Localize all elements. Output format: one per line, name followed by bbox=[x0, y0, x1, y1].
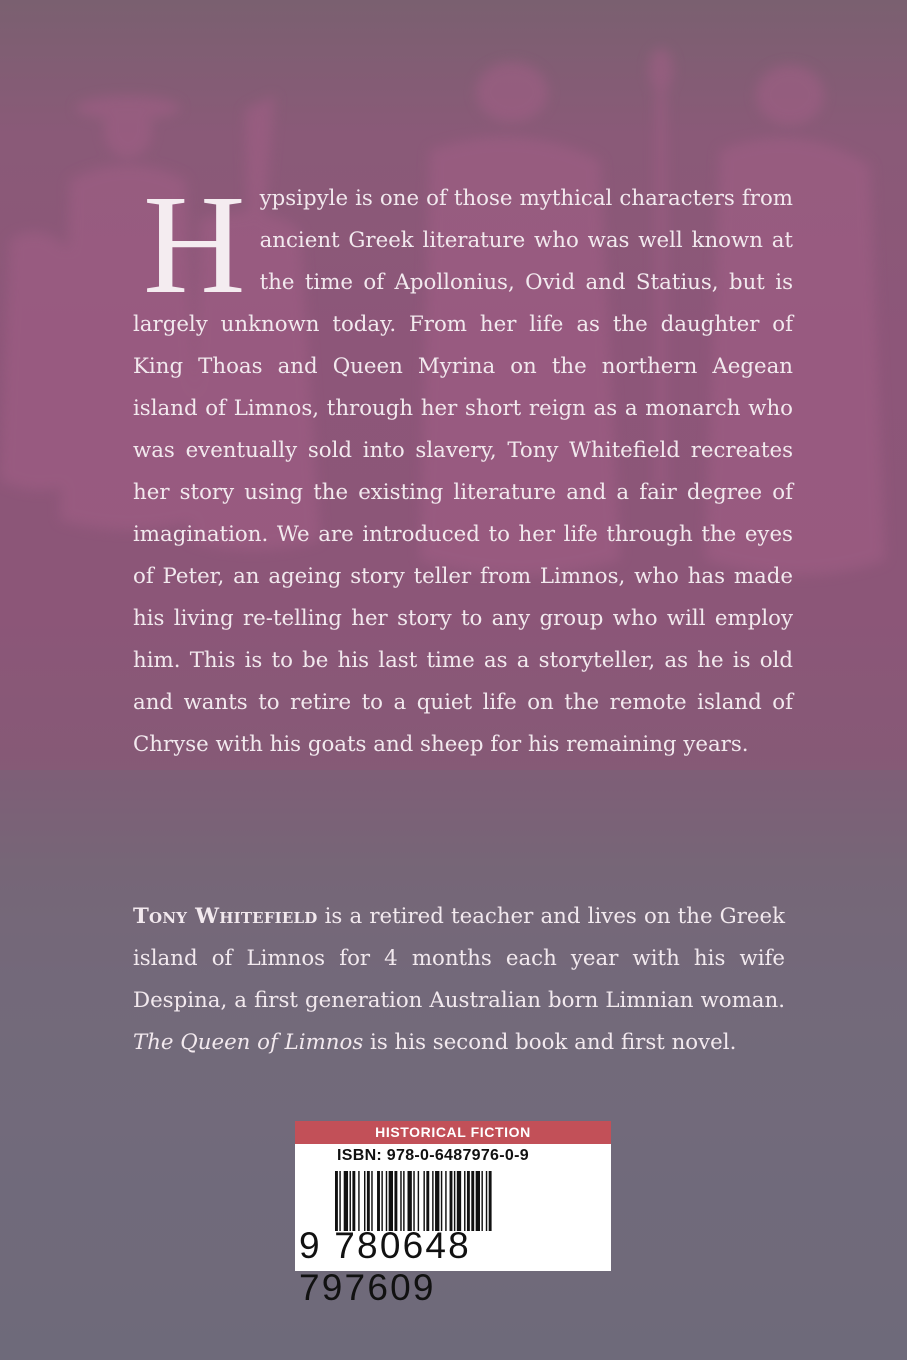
barcode-bar bbox=[413, 1171, 414, 1231]
barcode-bar bbox=[339, 1171, 340, 1231]
barcode-bar bbox=[423, 1171, 424, 1231]
barcode-bar bbox=[358, 1171, 359, 1231]
barcode-bar bbox=[371, 1171, 372, 1231]
barcode-bar bbox=[403, 1171, 404, 1231]
bio-text-1: is a retired teacher and lives on the Greek island of Limnos for 4 months each year with his wife Despina, a first generation Australian born Limnian woman. bbox=[133, 904, 785, 1013]
author-bio bbox=[133, 896, 785, 1064]
barcode-bar bbox=[418, 1171, 419, 1231]
barcode-bar bbox=[408, 1171, 412, 1231]
barcode-number: 9 780648 797609 bbox=[299, 1225, 471, 1308]
barcode-bar bbox=[486, 1171, 487, 1231]
barcode-bar bbox=[400, 1171, 401, 1231]
barcode-bar bbox=[344, 1171, 348, 1231]
barcode-bar bbox=[335, 1171, 338, 1231]
barcode-bar bbox=[377, 1171, 380, 1231]
barcode-bar bbox=[464, 1171, 465, 1231]
barcode-bar bbox=[394, 1171, 397, 1231]
barcode-bar bbox=[381, 1171, 382, 1231]
barcode-bar bbox=[426, 1171, 429, 1231]
barcode-bar bbox=[476, 1171, 480, 1231]
barcode-bars bbox=[335, 1171, 575, 1231]
author-name: Tony Whitefield bbox=[133, 904, 318, 929]
drop-cap: H bbox=[143, 165, 246, 323]
barcode-bar bbox=[389, 1171, 393, 1231]
barcode-panel bbox=[295, 1121, 611, 1308]
back-cover-blurb bbox=[133, 165, 793, 766]
barcode-bar bbox=[454, 1171, 455, 1231]
isbn-text: ISBN: 978-0-6487976-0-9 bbox=[337, 1147, 529, 1164]
barcode-bar bbox=[352, 1171, 355, 1231]
barcode-bar bbox=[441, 1171, 442, 1231]
barcode-bar bbox=[350, 1171, 351, 1231]
blurb-text: ypsipyle is one of those mythical characters from ancient Greek literature who was well known at the time of Apollonius, Ovid and Statius, but is largely unknown today. From her life as the daughter of King Thoas and Queen Myrina on the northern Aegean island of Limnos, through her short reign as a monarch who was eventually sold into slavery, Tony Whitefield recreates her story using the existing literature and a fair degree of imagination. We are introduced to her life through the eyes of Peter, an ageing story teller from Limnos, who has made his living re-telling her story to any group who will employ him. This is to be his last time as a storyteller, as he is old and wants to retire to a quiet life on the remote island of Chryse with his goats and sheep for his remaining years. bbox=[133, 186, 793, 757]
barcode-bar bbox=[435, 1171, 439, 1231]
barcode-bar bbox=[450, 1171, 453, 1231]
barcode-bar bbox=[471, 1171, 474, 1231]
barcode-bar bbox=[386, 1171, 387, 1231]
barcode-bar bbox=[445, 1171, 446, 1231]
book-title: The Queen of Limnos bbox=[133, 1030, 364, 1055]
barcode-bar bbox=[364, 1171, 365, 1231]
barcode-bar bbox=[457, 1171, 461, 1231]
bio-text-2: is his second book and first novel. bbox=[363, 1030, 737, 1055]
barcode-bar bbox=[489, 1171, 492, 1231]
genre-label: HISTORICAL FICTION bbox=[295, 1121, 611, 1144]
barcode-bar bbox=[467, 1171, 470, 1231]
barcode-bar bbox=[432, 1171, 433, 1231]
barcode-bar bbox=[481, 1171, 482, 1231]
barcode-bar bbox=[367, 1171, 370, 1231]
